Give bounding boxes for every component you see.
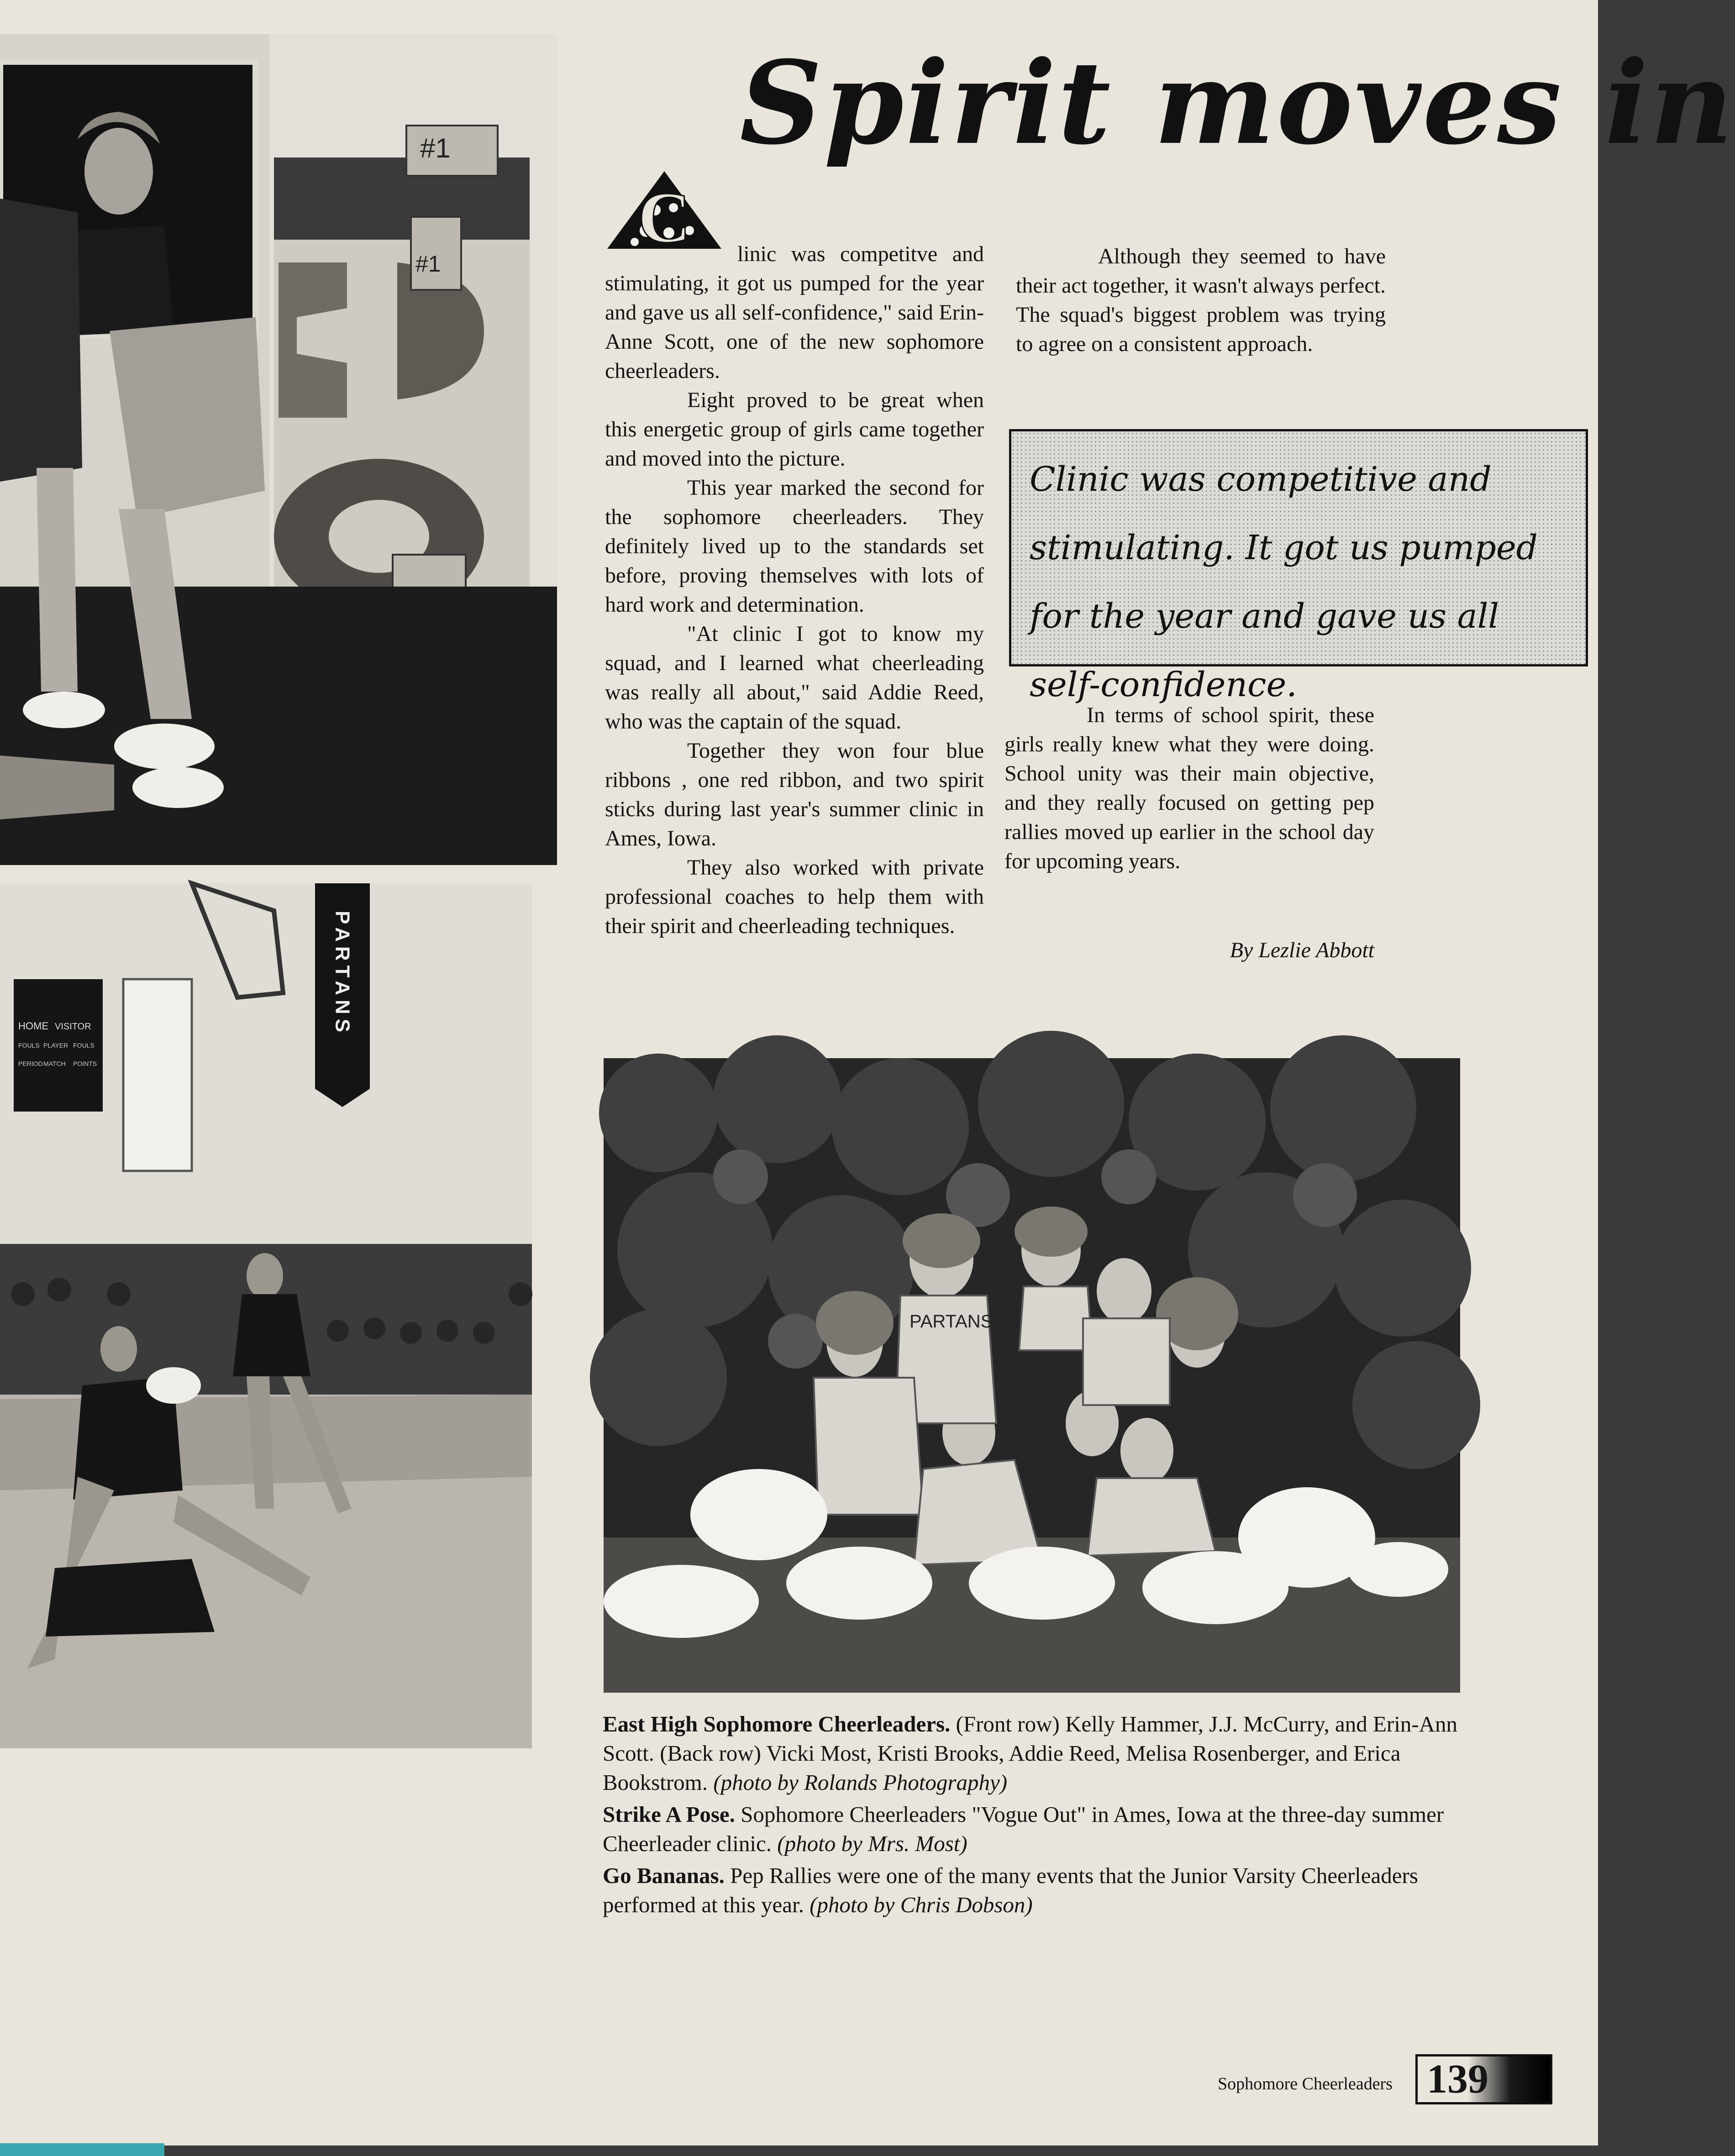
article-column-1 (605, 173, 984, 941)
caption-team-credit: (photo by Rolands Photography) (713, 1770, 1008, 1795)
caption-go-bananas (603, 1861, 1470, 1920)
scoreboard-match: MATCH (43, 1060, 66, 1067)
sign-number-2: #1 (415, 251, 441, 277)
paragraph-5: Together they won four blue ribbons , one red ribbon, and two spirit sticks during last year's summer clinic in Ames, Iowa. (605, 739, 984, 850)
scoreboard-fouls: FOULS (18, 1042, 40, 1049)
caption-team (603, 1710, 1470, 1797)
article-column-2-bottom (1004, 701, 1374, 876)
scoreboard-fouls-2: FOULS (73, 1042, 95, 1049)
dropcap-letter: C (638, 177, 691, 258)
paragraph-3: This year marked the second for the sophomore cheerleaders. They definitely lived up to the standards set before, proving themselves with lots of hard work and determination. (605, 476, 984, 617)
paragraph-6: They also worked with private professional coaches to help them with their spirit and cheerleading techniques. (605, 855, 984, 938)
article-title: Spirit moves in (740, 36, 1735, 170)
caption-team-body: (Front row) Kelly Hammer, J.J. McCurry, and Erin-Ann Scott. (Back row) Vicki Most, Kristi Brooks, Addie Reed, Melisa Rosenberger, and Erica Bookstrom. (603, 1711, 1458, 1795)
photo-go-bananas (0, 883, 532, 1748)
caption-strike-a-pose (603, 1800, 1470, 1858)
paragraph-8: In terms of school spirit, these girls really knew what they were doing. School unity was their main objective, and they really focused on getting pep rallies moved up earlier in the school day for upcoming years. (1004, 703, 1374, 873)
page-number: 139 (1415, 2054, 1552, 2104)
paragraph-1: linic was competitve and stimulating, it got us pumped for the year and gave us all self-confidence," said Erin-Anne Scott, one of the new sophomore cheerleaders. (605, 242, 984, 383)
paragraph-2: Eight proved to be great when this energetic group of girls came together and moved into the picture. (605, 388, 984, 471)
pull-quote: Clinic was competitive and stimulating. It got us pumped for the year and gave us all self-confidence. (1009, 429, 1588, 666)
paragraph-4: "At clinic I got to know my squad, and I learned what cheerleading was really all about," said Addie Reed, who was the captain of the squad. (605, 622, 984, 734)
binding-strip (0, 2143, 164, 2156)
scoreboard-home: HOME (18, 1020, 48, 1032)
caption-pose-credit: (photo by Mrs. Most) (777, 1831, 967, 1856)
spartans-banner-text: PARTANS (331, 911, 354, 1037)
caption-bananas-head: Go Bananas. (603, 1863, 725, 1888)
caption-team-head: East High Sophomore Cheerleaders. (603, 1711, 951, 1736)
dropcap-c (605, 169, 724, 258)
scoreboard-period: PERIOD (18, 1060, 43, 1067)
scoreboard-visitor: VISITOR (55, 1022, 91, 1032)
sign-number-1: #1 (420, 133, 451, 163)
paragraph-7: Although they seemed to have their act together, it wasn't always perfect. The squad's biggest problem was trying to agree on a consistent approach. (1016, 244, 1386, 356)
photo-captions (603, 1710, 1470, 1922)
sweater-text: PARTANS (910, 1311, 993, 1332)
photo-team (604, 1058, 1460, 1693)
photo-strike-a-pose (0, 34, 557, 865)
byline: By Lezlie Abbott (1230, 938, 1374, 962)
caption-pose-body: Sophomore Cheerleaders "Vogue Out" in Ames, Iowa at the three-day summer Cheerleader clinic. (603, 1802, 1444, 1856)
scoreboard-points: POINTS (73, 1060, 97, 1067)
article-column-2-top (1016, 242, 1386, 359)
caption-bananas-credit: (photo by Chris Dobson) (810, 1892, 1033, 1917)
scoreboard-player: PLAYER (43, 1042, 68, 1049)
caption-pose-head: Strike A Pose. (603, 1802, 735, 1827)
section-label: Sophomore Cheerleaders (1217, 2074, 1393, 2093)
caption-bananas-body: Pep Rallies were one of the many events that the Junior Varsity Cheerleaders performed at this year. (603, 1863, 1418, 1917)
